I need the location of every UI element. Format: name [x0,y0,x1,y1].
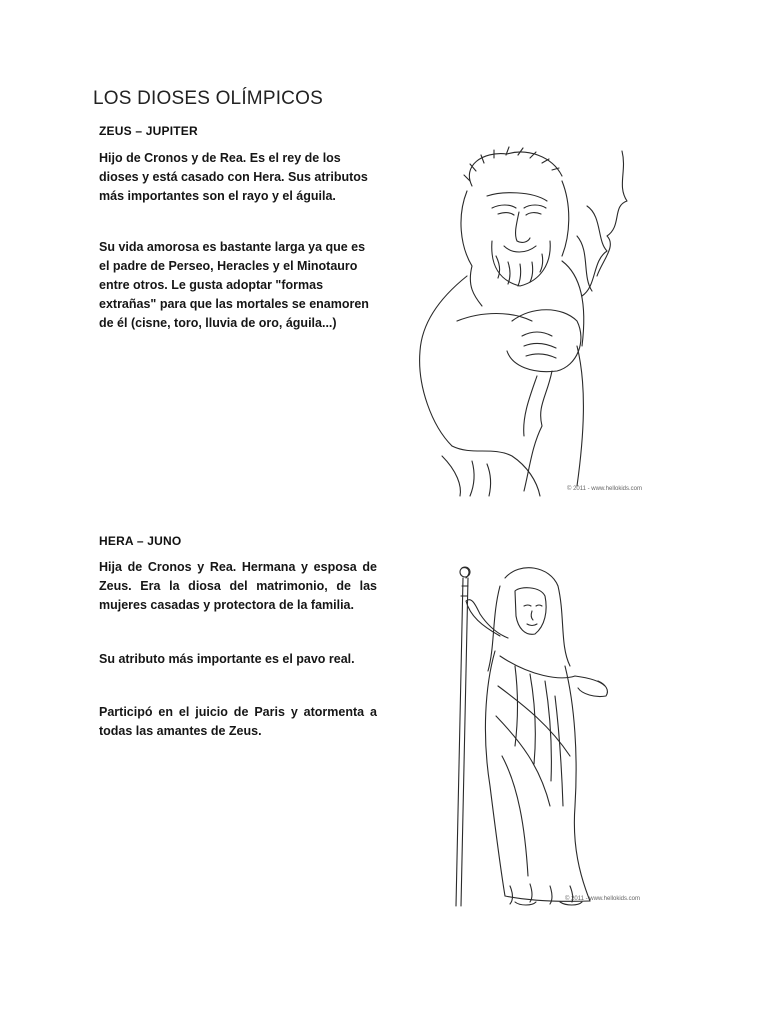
hera-paragraph-2: Su atributo más importante es el pavo real. [99,652,355,666]
zeus-paragraph-1: Hijo de Cronos y de Rea. Es el rey de los dioses y está casado con Hera. Sus atributos más importantes son el rayo y el águila. [99,151,368,203]
zeus-illustration [412,146,652,498]
zeus-heading: ZEUS – JUPITER [99,124,198,138]
hera-illustration [400,556,650,908]
hera-heading: HERA – JUNO [99,534,182,548]
zeus-paragraph-2: Su vida amorosa es bastante larga ya que es el padre de Perseo, Heracles y el Minotauro entre otros. Le gusta adoptar "formas extrañas" para que las mortales se enamoren de él (cisne, toro, lluvia de oro, águila...) [99,240,369,330]
hera-paragraph-1: Hija de Cronos y Rea. Hermana y esposa de Zeus. Era la diosa del matrimonio, de las mujeres casadas y protectora de la familia. [99,560,377,612]
hera-image-credit: © 2011 - www.hellokids.com [564,896,640,902]
zeus-image-credit: © 2011 - www.hellokids.com [566,486,642,492]
page-title: LOS DIOSES OLÍMPICOS [93,88,323,109]
hera-paragraph-3: Participó en el juicio de Paris y atormenta a todas las amantes de Zeus. [99,705,377,738]
